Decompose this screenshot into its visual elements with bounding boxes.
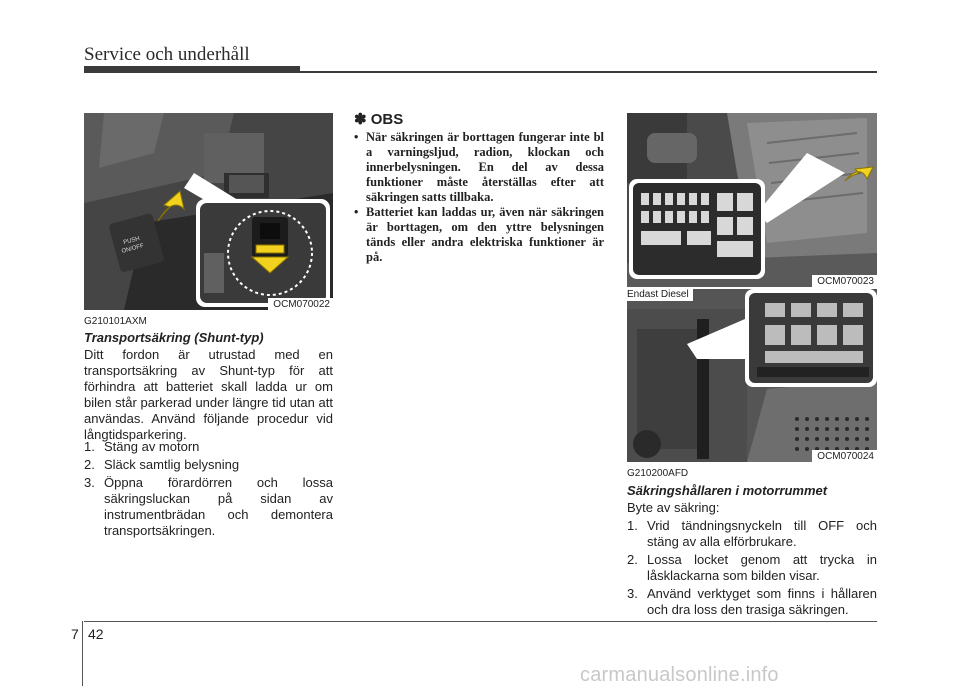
photo-caption: OCM070023: [812, 275, 877, 287]
shunt-fuse-illustration: [84, 113, 333, 310]
step-number: 1.: [627, 518, 638, 533]
step-text: Släck samtlig belysning: [104, 457, 240, 472]
step-number: 1.: [84, 439, 95, 454]
footer-divider: [82, 621, 83, 686]
step-text: Öppna förardörren och lossa säkringsluckan på sidan av instrumentbrädan och demontera transportsäkringen.: [104, 475, 333, 538]
section-title: Transportsäkring (Shunt-typ): [84, 330, 264, 345]
footer-rule: [84, 621, 877, 622]
bullet-icon: •: [354, 130, 359, 144]
bullet-text: Batteriet kan laddas ur, även när säkringen är borttagen, om den yttre belysningen tänds eller andra elektriska funktioner är på.: [366, 205, 604, 264]
bullet-icon: •: [354, 205, 359, 219]
photo-caption: OCM070022: [268, 298, 333, 310]
left-steps-list: [84, 437, 333, 539]
engine-fuse-box-photo: [627, 113, 877, 287]
list-item: [354, 205, 604, 265]
list-item: [84, 475, 333, 539]
page-number: 42: [88, 626, 104, 642]
diesel-fuse-box-illustration: [627, 289, 877, 462]
diesel-fuse-box-photo: [627, 289, 877, 462]
list-item: [627, 586, 877, 618]
step-number: 2.: [84, 457, 95, 472]
section-intro: Byte av säkring:: [627, 500, 720, 515]
step-number: 3.: [84, 475, 95, 490]
list-item: [354, 130, 604, 205]
shunt-fuse-photo: [84, 113, 333, 310]
section-paragraph: Ditt fordon är utrustad med en transportsäkring av Shunt-typ för att förhindra att batteriet skall ladda ur om bilen står parkerad under längre tid utan att användas. Använd följande procedur vid långtidsparkering.: [84, 347, 333, 442]
page-header-title: Service och underhåll: [84, 44, 250, 65]
obs-bullet-list: [354, 130, 604, 265]
push-button-text-2: ON/OFF: [121, 243, 145, 255]
diesel-only-label: Endast Diesel: [627, 289, 693, 301]
step-text: Använd verktyget som finns i hållaren och dra loss den trasiga säkringen.: [647, 586, 877, 617]
list-item: [84, 439, 333, 455]
section-code: G210200AFD: [627, 468, 689, 479]
step-number: 3.: [627, 586, 638, 601]
step-text: Stäng av motorn: [104, 439, 200, 454]
step-text: Lossa locket genom att trycka in låsklackarna som bilden visar.: [647, 552, 877, 583]
engine-fuse-box-illustration: [627, 113, 877, 287]
watermark: carmanualsonline.info: [580, 664, 779, 686]
step-number: 2.: [627, 552, 638, 567]
photo-caption: OCM070024: [812, 450, 877, 462]
chapter-number: 7: [71, 626, 79, 642]
right-steps-list: [627, 516, 877, 618]
section-title: Säkringshållaren i motorrummet: [627, 483, 828, 498]
header-rule-thin: [300, 71, 877, 73]
header-rule-thick: [84, 66, 300, 73]
list-item: [627, 518, 877, 550]
section-code: G210101AXM: [84, 316, 147, 327]
step-text: Vrid tändningsnyckeln till OFF och stäng av alla elförbrukare.: [647, 518, 877, 549]
list-item: [84, 457, 333, 473]
push-button-text-1: PUSH: [122, 235, 141, 247]
bullet-text: När säkringen är borttagen fungerar inte bl a varningsljud, radion, klockan och innerbelysningen. En del av dessa funktioner måste återställas efter att säkringen satts tillbaka.: [366, 130, 604, 204]
obs-title: ✽ OBS: [354, 111, 404, 128]
list-item: [627, 552, 877, 584]
